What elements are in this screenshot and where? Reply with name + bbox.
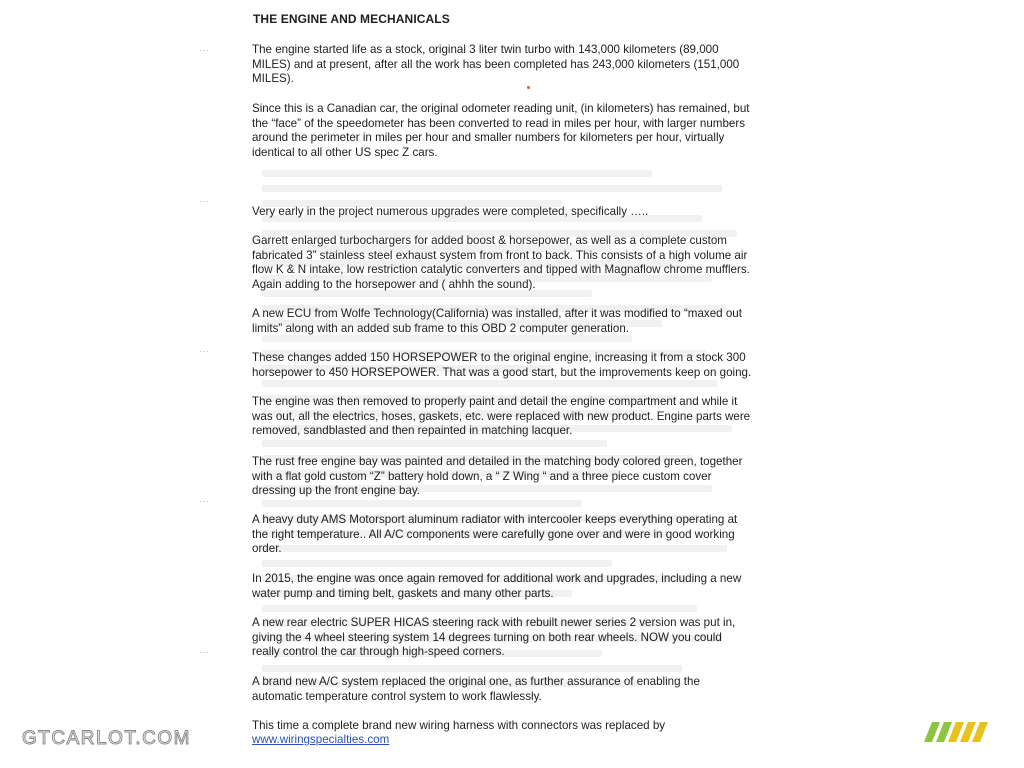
paragraph-ac-system: A brand new A/C system replaced the original one, as further assurance of enabling the automatic temperature control system to work flawlessly. [252, 675, 700, 703]
m-stripes-badge-icon [918, 722, 998, 742]
paragraph-wiring-harness: This time a complete brand new wiring harness with connectors was replaced by [252, 719, 666, 732]
paragraph-odometer: The engine started life as a stock, original 3 liter twin turbo with 143,000 kilometers (89,000 MILES) and at present, after all the work has been completed has 243,000 kilometers (151,000 MILES). [252, 43, 740, 86]
paragraph-ecu: A new ECU from Wolfe Technology(California) was installed, after it was modified to “maxed out limits” along with an added sub frame to this OBD 2 computer generation. [252, 307, 742, 335]
paragraph-upgrades-intro: Very early in the project numerous upgrades were completed, specifically ….. [252, 205, 649, 218]
margin-mark: ... [199, 645, 210, 655]
paragraph-turbochargers: Garrett enlarged turbochargers for added boost & horsepower, as well as a complete custom fabricated 3” stainless steel exhaust system from front to back. This consists of a high volume air flow K & N intake, low restriction catalytic converters and tipped with Magnaflow chrome mufflers. Again adding to the horsepower and ( ahhh the sound). [252, 234, 750, 291]
margin-mark: ... [199, 43, 210, 53]
wiring-specialties-link[interactable]: www.wiringspecialties.com [252, 733, 390, 746]
paragraph-engine-removed: The engine was then removed to properly paint and detail the engine compartment and while it was out, all the electrics, hoses, gaskets, etc. were replaced with new product. Engine parts were removed, sandblasted and then repainted in matching lacquer. [252, 395, 751, 438]
paragraph-hicas: A new rear electric SUPER HICAS steering rack with rebuilt newer series 2 version was put in, giving the 4 wheel steering system 14 degrees turning on both rear wheels. NOW you could really control the car through high-speed corners. [252, 616, 736, 659]
margin-mark: ... [199, 194, 210, 204]
gtcarlot-watermark-logo: GTCARLOT.COM [22, 728, 191, 749]
paragraph-2015-work: In 2015, the engine was once again removed for additional work and upgrades, including a new water pump and timing belt, gaskets and many other parts. [252, 572, 742, 600]
paragraph-canadian-car: Since this is a Canadian car, the original odometer reading unit, (in kilometers) has remained, but the “face” of the speedometer has been converted to read in miles per hour, with larger numbers around the perimeter in miles per hour and smaller numbers for kilometers per hour, virtually identical to all other US spec Z cars. [252, 102, 750, 159]
paragraph-horsepower: These changes added 150 HORSEPOWER to the original engine, increasing it from a stock 300 horsepower to 450 HORSEPOWER. That was a good start, but the improvements keep on going. [252, 351, 752, 379]
paragraph-engine-bay: The rust free engine bay was painted and detailed in the matching body colored green, together with a flat gold custom “Z” battery hold down, a “ Z Wing “ and a three piece custom cover dressing up the front engine bay. [252, 455, 743, 498]
margin-mark: ... [199, 494, 210, 504]
paragraph-radiator: A heavy duty AMS Motorsport aluminum radiator with intercooler keeps everything operating at the right temperature.. All A/C components were carefully gone over and were in good working order. [252, 513, 738, 556]
section-heading: THE ENGINE AND MECHANICALS [253, 12, 450, 26]
margin-mark: ... [199, 344, 210, 354]
